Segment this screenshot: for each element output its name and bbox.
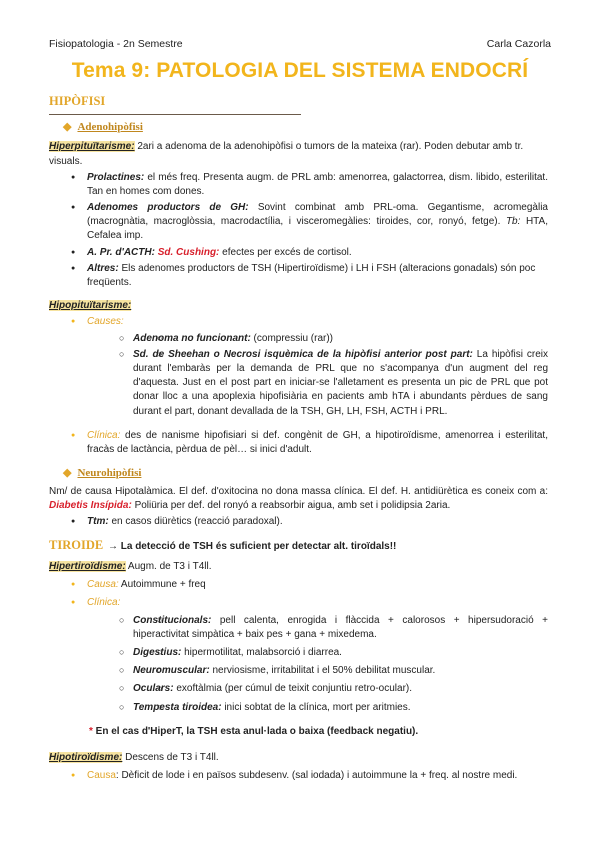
hypothyroidism-list — [49, 769, 548, 783]
subheading-adenohipofisi: ◆ Adenohipòfisi — [63, 120, 143, 133]
section-divider — [49, 114, 301, 115]
hyperthyroidism-list — [49, 578, 548, 715]
page-title: Tema 9: PATOLOGIA DEL SISTEMA ENDOCRÍ — [71, 59, 529, 82]
content — [49, 93, 548, 783]
section-title-tiroide: TIROIDE → La detecció de TSH és suficient per detectar alt. tiroïdals!! — [49, 538, 397, 553]
list-item-clinica: ● Clínica: ○ ○ Constitucionals: pell calenta, enrogida i flàccida + calorosos + hipersudoració + hiperactivitat simpàtica + baix pes + gana + mixedema. ○ ○ Digestius: hipermotilitat, malabsorció i diarrea. ○ ○ Neuromuscular: nerviosisme, irritabilitat i el 50% debilitat muscular. ○ ○ Oculars: exoftàlmia (per cúmul de teixit conjuntiu retro-ocular). ○ ○ Tempesta tiroidea: inici sobtat de la clínica, mort per aritmies. — [49, 596, 548, 714]
list-item-causa: ● Causa: Autoimmune + freq — [49, 578, 548, 592]
ttm-list — [49, 515, 548, 529]
hypopituitarism-heading: Hipopituïtarisme: — [49, 300, 132, 312]
list-item-causes: ● Causes: ○ ○ Adenoma no funcionant: (compressiu (rar)) ○ ○ Sd. de Sheehan o Necrosi isquèmica de la hipòfisi anterior post part: La hipòfisi creix durant l'embaràs per la demanda de PRL que no s'acompanya d'un augment del reg d'aquesta. Just en el post part en iniciar-se l'alletament es presenta un pic de PRL que pot donar lloc a una apoplexia hipofisiària en pacients amb hTA i abundants pèrdues de sang durant el part, donant devallada de la TSH, GH, LH, FSH, ACTH i PRL. — [49, 315, 548, 418]
header-author: Carla Cazorla — [486, 38, 551, 50]
header-course: Fisiopatologia - 2n Semestre — [49, 38, 183, 50]
list-item: ● Altres: Els adenomes productors de TSH (Hipertiroïdisme) i LH i FSH (alteracions gonadals) són poc freqüents. — [49, 262, 548, 290]
sub-list-item: ○ ○ Constitucionals: pell calenta, enrogida i flàccida + calorosos + hipersudoració + hiperactivitat simpàtica + baix pes + gana + mixedema. — [87, 614, 548, 642]
hypopituitarism-list — [49, 315, 548, 457]
list-item-clinica: ● Clínica: des de nanisme hipofisiari si def. congènit de GH, a hipotiroïdisme, amenorrea i esterilitat, fracàs de lactància, pèrdua de pèl… si inici d'adult. — [49, 429, 548, 457]
feedback-note: * En el cas d'HiperT, la TSH esta anul·lada o baixa (feedback negatiu). — [89, 725, 419, 737]
sub-list-item: ○ ○ Oculars: exoftàlmia (per cúmul de teixit conjuntiu retro-ocular). — [87, 682, 548, 696]
list-item: ● Adenomes productors de GH: Sovint combinat amb PRL-oma. Gegantisme, acromegàlia (macrognàtia, macroglòssia, macrodactília, i visceromegàlies: tiroides, cor, ronyó, fetge). Tb: HTA, Cefalea imp. — [49, 201, 548, 244]
page-header — [49, 37, 551, 52]
sub-list-item: ○ ○ Neuromuscular: nerviosisme, irritabilitat i el 50% debilitat muscular. — [87, 664, 548, 678]
hyperthyroidism-paragraph: Hipertiroïdisme: Augm. de T3 i T4ll. — [49, 561, 212, 573]
list-item: ● Prolactines: el més freq. Presenta augm. de PRL amb: amenorrea, galactorrea, dism. libido, esterilitat. Tan en homes com dones. — [49, 171, 548, 199]
section-title-hipofisi: HIPÒFISI — [49, 94, 106, 108]
sub-list-item: ○ ○ Tempesta tiroidea: inici sobtat de la clínica, mort per aritmies. — [87, 701, 548, 715]
sub-list-item: ○ ○ Sd. de Sheehan o Necrosi isquèmica de la hipòfisi anterior post part: La hipòfisi creix durant l'embaràs per la demanda de PRL que no s'acompanya d'un augment del reg d'aquesta. Just en el post part en iniciar-se l'alletament es presenta un pic de PRL que pot donar lloc a una apoplexia hipofisiària en pacients amb hTA i abundants pèrdues de sang durant el part, donant devallada de la TSH, GH, LH, FSH, ACTH i PRL. — [87, 348, 548, 419]
list-item: ● A. Pr. d'ACTH: Sd. Cushing: efectes per excés de cortisol. — [49, 246, 548, 260]
hyperpituitarism-list — [49, 171, 548, 291]
list-item: ● Ttm: en casos diürètics (reacció paradoxal). — [49, 515, 548, 529]
sub-list-item: ○ ○ Adenoma no funcionant: (compressiu (rar)) — [87, 332, 548, 346]
sub-list-item: ○ ○ Digestius: hipermotilitat, malabsorció i diarrea. — [87, 646, 548, 660]
neurohipofisi-paragraph: Nm/ de causa Hipotalàmica. El def. d'oxitocina no dona massa clínica. El def. H. antidiürètica es coneix com a: Diabetis Insípida: Poliüria per def. del ronyó a reabsorbir aigua, amb set i polidipsia 2aria. — [49, 485, 548, 511]
hypothyroidism-paragraph: Hipotiroïdisme: Descens de T3 i T4ll. — [49, 751, 219, 763]
list-item-causa: ● Causa: Dèficit de lode i en països subdesenv. (sal iodada) i autoimmune la + freq. al nostre medi. — [49, 769, 548, 783]
hyperpituitarism-paragraph: Hiperpituïtarisme: 2ari a adenoma de la adenohipòfisi o tumors de la mateixa (rar). Poden debutar amb tr. visuals. — [49, 141, 524, 167]
diamond-bullet-icon: ◆ — [63, 467, 72, 480]
diamond-bullet-icon: ◆ — [63, 120, 72, 133]
subheading-neurohipofisi: ◆ Neurohipòfisi — [63, 467, 142, 480]
